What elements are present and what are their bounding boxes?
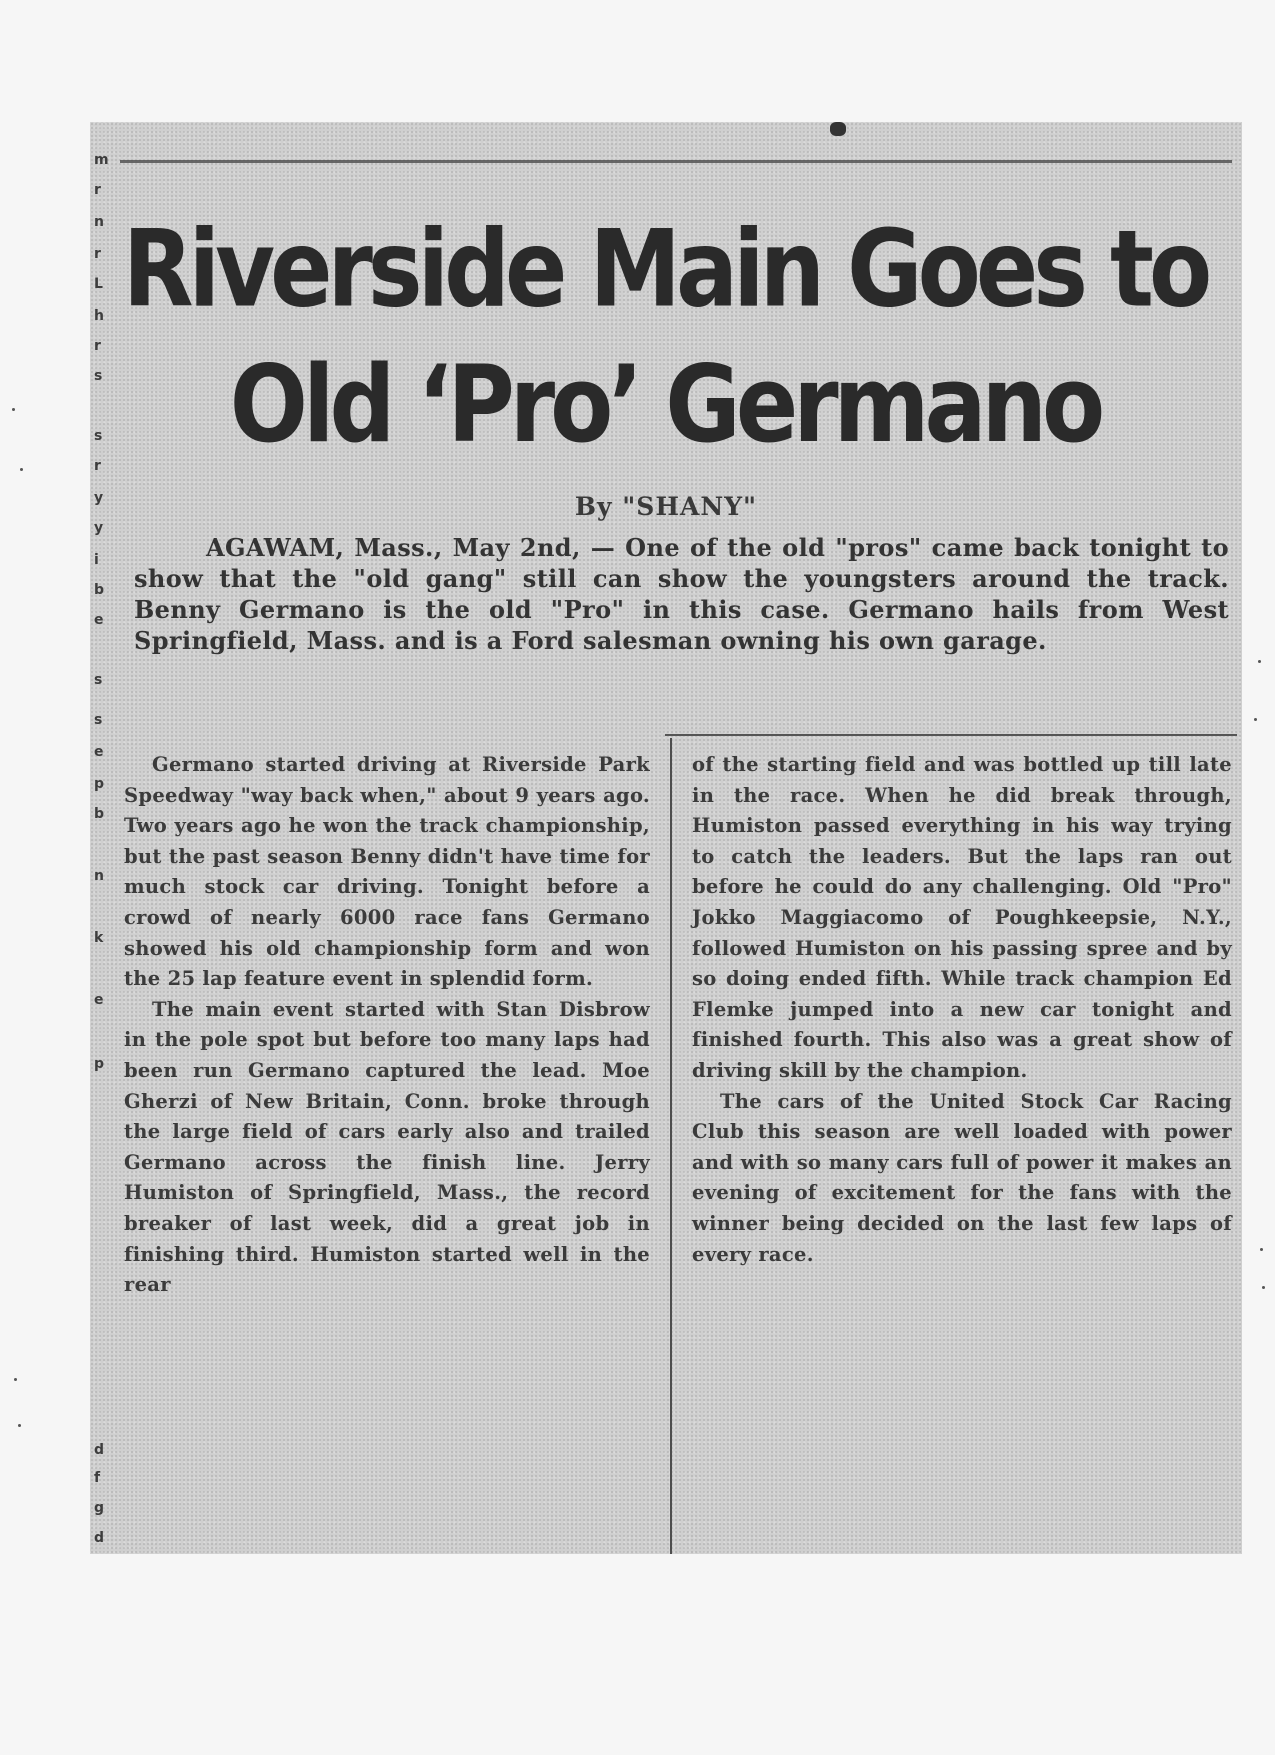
newspaper-clipping [90,122,1242,1554]
edge-letter: e [94,612,104,628]
edge-letter: b [94,806,105,822]
body-paragraph: The main event started with Stan Disbrow in the pole spot but before too many laps had been run Germano captured the lead. Moe Gherzi of New Britain, Conn. broke through the large field of cars early also and trailed Germano across the finish line. Jerry Humiston of Springfield, Mass., the record breaker of last week, did a great job in finishing third. Humiston started well in the rear [124,997,650,1297]
edge-letter: e [94,992,104,1008]
edge-letter: L [94,276,103,292]
edge-letter: y [94,490,104,506]
edge-letter: r [94,246,101,262]
edge-letter: g [94,1500,105,1516]
section-rule [665,734,1237,736]
edge-letter: i [94,552,99,568]
dust-speck [1262,1286,1265,1289]
edge-letter: f [94,1470,101,1486]
edge-letter: n [94,214,104,230]
edge-letter: s [94,672,103,688]
edge-letter: d [94,1442,105,1458]
edge-letter: y [94,520,104,536]
lede-paragraph: AGAWAM, Mass., May 2nd, — One of the old "pros" came back tonight to show that the "old gang" still can show the youngsters around the track. Benny Germano is the old "Pro" in this case. Germano hails from West Springfield, Mass. and is a Ford salesman owning his own garage. [134,533,1229,655]
edge-letter: s [94,428,103,444]
body-paragraph: The cars of the United Stock Car Racing Club this season are well loaded with power and with so many cars full of power it makes an evening of excitement for the fans with the winner being decided on the last few laps of every race. [692,1089,1232,1266]
ink-blot [830,122,846,136]
body-paragraph: of the starting field and was bottled up till late in the race. When he did break through, Humiston passed everything in his way trying to catch the leaders. But the laps ran out before he could do any challenging. Old "Pro" Jokko Maggiacomo of Poughkeepsie, N.Y., followed Humiston on his passing spree and by so doing ended fifth. While track champion Ed Flemke jumped into a new car tonight and finished fourth. This also was a great show of driving skill by the champion. [692,753,1232,1082]
edge-letter: h [94,308,104,324]
column-divider [670,738,672,1554]
dust-speck [18,1424,21,1427]
headline-line-2: Old ‘Pro’ Germano [229,343,1101,467]
edge-letter: n [94,868,104,884]
edge-letter: r [94,458,101,474]
edge-letter: p [94,776,105,792]
edge-letter: d [94,1530,105,1546]
left-column [124,750,650,1301]
dust-speck [12,408,15,411]
body-paragraph: Germano started driving at Riverside Park Speedway "way back when," about 9 years ago. Two years ago he won the track championship, but the past season Benny didn't have time for much stock car driving. Tonight before a crowd of nearly 6000 race fans Germano showed his old championship form and won the 25 lap feature event in splendid form. [124,753,650,991]
dust-speck [20,468,23,471]
dust-speck [1260,1248,1263,1251]
edge-letter: e [94,744,104,760]
edge-letter: r [94,182,101,198]
edge-letter: s [94,368,103,384]
dust-speck [14,1378,17,1381]
dust-speck [1258,660,1261,663]
edge-letter: s [94,712,103,728]
headline-line-1: Riverside Main Goes to [122,207,1208,331]
byline: By "SHANY" [574,492,758,521]
edge-letter: k [94,930,104,946]
dust-speck [1254,718,1257,721]
edge-letter: m [94,152,109,168]
edge-letter: b [94,582,105,598]
top-rule [120,160,1232,163]
edge-letter: p [94,1056,105,1072]
edge-letter: r [94,338,101,354]
article-headline [110,202,1220,473]
right-column [692,750,1232,1270]
